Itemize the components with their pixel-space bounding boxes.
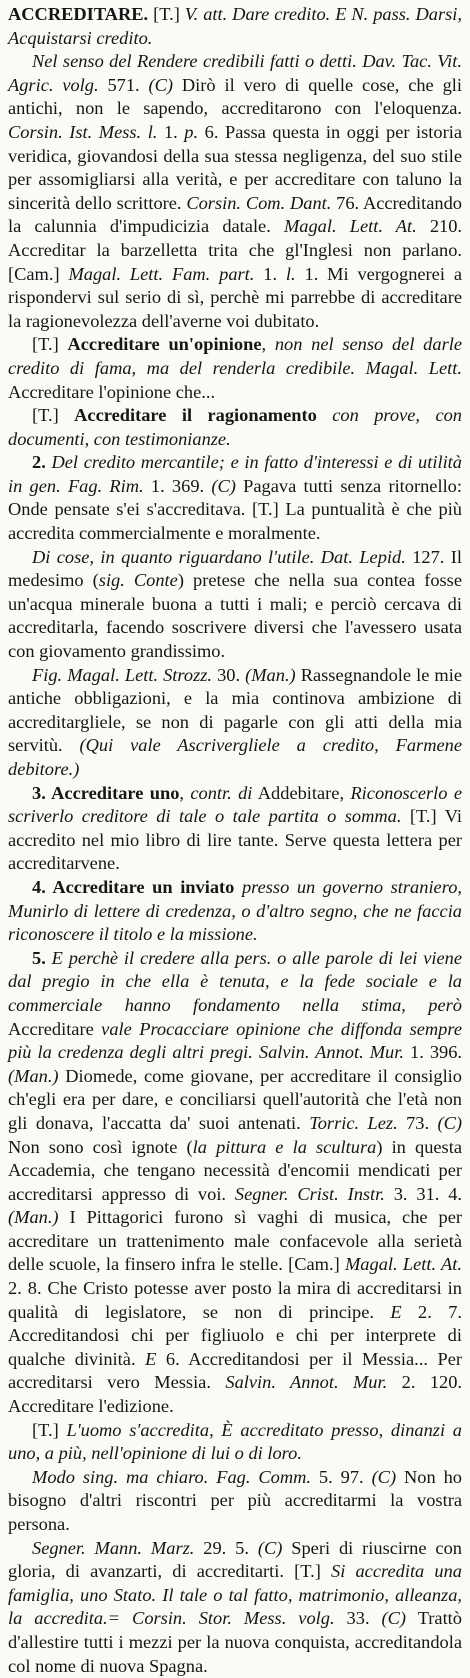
italic-text: (C) [381, 1608, 407, 1629]
text-run: 6. Accreditandosi per il Messia... Per accreditarsi vero Messia. [8, 1348, 463, 1393]
entry-sense-paragraph [8, 947, 462, 1419]
text-run: I Pittagorici furono sì vaghi di musica, che per accreditare un trattenimento male confacevole alla serietà delle scuole, la finsero infra le stelle. [Cam.] [8, 1207, 462, 1275]
italic-text: E [390, 1301, 402, 1322]
text-run: 29. 5. [194, 1537, 258, 1558]
text-run [317, 405, 332, 425]
italic-text: (C) [211, 475, 236, 496]
bold-phrase: 5. [32, 947, 46, 968]
italic-text: L'uomo s'accredita, È accreditato presso, dinanzi a uno, a più, nell'opinione di lui o di loro. [8, 1419, 463, 1464]
text-run: [T.] [148, 4, 185, 24]
entry-headword-paragraph [8, 3, 462, 50]
italic-text: Nel senso del Rendere credibili fatti o detti. Dav. Tac. Vit. Agric. volg. [8, 51, 462, 95]
italic-text: Modo sing. ma chiaro. Fag. Comm. [32, 1466, 312, 1487]
italic-text: (Man.) [8, 1207, 59, 1228]
italic-text: contr. di [190, 782, 253, 803]
entry-sense-paragraph [8, 546, 462, 664]
italic-text: (Man.) [8, 1065, 59, 1086]
italic-text: Salvin. Annot. Mur. [225, 1372, 388, 1393]
italic-text: Si accredita una famiglia, uno Stato. Il tale o tal fatto, matrimonio, alleanza, la accredita.= Corsin. Stor. Mess. volg. [8, 1561, 462, 1629]
text-run: 2. 8. Che Cristo potesse aver posto la mira di accreditarsi in qualità di legislatore, se non di principe. [8, 1278, 462, 1322]
text-run: , [131, 357, 147, 378]
entry-sense-paragraph [8, 1466, 462, 1537]
italic-text: Segner. Mann. Marz. [32, 1537, 195, 1558]
text-run: , [179, 782, 191, 803]
text-run: [T.] [32, 1419, 67, 1440]
entry-sense-paragraph [8, 451, 462, 545]
italic-text: (C) [437, 1112, 462, 1133]
text-run: Addebitare, [252, 782, 351, 803]
italic-text: presso un governo straniero, Munirlo di lettere di credenza, o d'altro segno, che ne faccia riconoscere il titolo e la missione. [8, 876, 462, 945]
italic-text: (C) [257, 1537, 283, 1558]
text-run: [T.] [32, 334, 68, 355]
text-run: 73. [397, 1112, 438, 1133]
italic-text: sig. Conte [98, 570, 178, 591]
italic-text: Fig. Magal. Lett. Strozz. [32, 664, 213, 685]
headword: ACCREDITARE. [8, 4, 149, 24]
text-run: 3. 31. 4. [384, 1183, 462, 1204]
entry-sense-paragraph [8, 664, 462, 782]
text-run: Dirò il vero di quelle cose, che gli antichi, non le sapendo, accreditarono con l'eloquenza. [8, 74, 462, 119]
italic-text: con prove, con documenti, con testimonianze. [8, 405, 463, 449]
entry-sense-paragraph [8, 333, 462, 404]
italic-text: non nel senso del darle credito di fama [8, 334, 462, 378]
italic-text: Corsin. Ist. Mess. l. [8, 121, 158, 142]
bold-phrase: Accreditare il ragionamento [74, 405, 317, 426]
italic-text: E perchè il credere alla pers. o alle parole di lei viene dal pregio in che ella è tenuta, e la fede sociale e la commerciale hanno fondamento nella stima, però [8, 947, 462, 1015]
italic-text: Del credito mercantile; e in fatto d'interessi e di utilità in gen. Fag. Rim. [8, 452, 462, 496]
entry-sense-paragraph [8, 782, 462, 876]
bold-phrase: 3. Accreditare uno [32, 782, 180, 803]
bold-phrase: 2. [32, 452, 46, 473]
italic-text: l. [285, 263, 296, 284]
text-run: Rassegnandole le mie antiche obbligazioni, e la mia continova ambizione di accreditargliele, se non di pagarle con gli atti della mia servitù. [8, 664, 462, 756]
italic-text: (C) [148, 74, 174, 95]
italic-text: E [145, 1348, 157, 1369]
entry-sense-paragraph [8, 1419, 462, 1466]
text-run [234, 877, 242, 897]
entry-sense-paragraph [8, 1537, 462, 1678]
text-run: Trattò d'allestire tutti i mezzi per la nuova conquista, accreditandola col nome di nuova Spagna. [8, 1608, 462, 1676]
italic-text: Magal. Lett. Fam. part. [68, 263, 255, 284]
italic-text: (Man.) [245, 664, 296, 685]
italic-text: Di cose, in quanto riguardano l'utile. Dat. Lepid. [32, 546, 406, 567]
text-run: 76. Accreditando la calunnia d'impudicizia datale. [8, 192, 462, 237]
italic-text: Torric. Lez. [309, 1112, 398, 1133]
text-run: 1. [254, 263, 286, 284]
italic-text: Magal. Lett. At. [283, 216, 417, 237]
text-run: 1. 396. [403, 1042, 463, 1063]
italic-text: la pittura e la scultura [192, 1136, 377, 1157]
text-run: ) in questa Accademia, che tengano necessità d'encomii mendicati per accreditarsi appresso di voi. [8, 1136, 462, 1204]
text-run: ) pretese che nella sua contea fosse un'acqua minerale buona a tutti i mali; e perciò cercava di accreditarla, facendo soscrivere diversi che l'avessero usata con giovamento grandissimo. [8, 570, 462, 662]
italic-text: V. att. Dare credito. E N. pass. Darsi, Acquistarsi credito. [8, 4, 462, 48]
italic-text: (Qui vale Ascrivergliele a credito, Farmene debitore.) [8, 735, 462, 779]
text-run: , [261, 334, 275, 355]
text-run: 1. 369. [143, 475, 212, 496]
text-run: Speri di riuscirne con gloria, di avanzarti, di accreditarti. [T.] [8, 1537, 462, 1582]
text-run: 5. 97. [311, 1466, 372, 1487]
text-run: 210. Accreditar la barzelletta trita che gl'Inglesi non parlano. [Cam.] [8, 216, 463, 284]
text-run: Accreditare [8, 1018, 102, 1039]
text-run: 1. Mi vergognerei a rispondervi sul serio di sì, perchè mi parrebbe di accreditare la ragionevolezza dell'averne voi dubitato. [8, 263, 462, 331]
text-run: 33. [334, 1608, 382, 1629]
entry-sense-paragraph [8, 876, 462, 947]
text-run: 2. 120. Accreditare l'edizione. [8, 1372, 463, 1417]
italic-text: p. [184, 121, 199, 142]
italic-text: Segner. Crist. Instr. [234, 1183, 385, 1204]
text-run: 571. [98, 74, 149, 95]
italic-text: Riconoscerlo e scriverlo creditore di tale o tale partita o somma. [8, 782, 462, 827]
text-run: 30. [212, 664, 246, 685]
italic-text: ma del renderla credibile. Magal. Lett. [146, 357, 462, 378]
text-run: Non ho bisogno d'altri riscontri per più accreditarmi la vostra persona. [8, 1466, 462, 1534]
text-run: Pagava tutti senza ritornello: Onde pensate s'ei s'accreditava. [T.] La puntualità è che più accredita commercialmente e moralmente. [8, 475, 462, 544]
entry-sense-paragraph [8, 50, 462, 333]
text-run: [T.] [32, 405, 75, 426]
italic-text: Magal. Lett. At. [344, 1254, 462, 1275]
italic-text: vale Procacciare opinione che diffonda sempre più la credenza degli altri pregi. Salvin. Annot. Mur. [8, 1018, 462, 1063]
text-run: 1. [157, 121, 185, 142]
entry-sense-paragraph [8, 404, 462, 451]
bold-phrase: Accreditare un'opinione [67, 334, 262, 355]
bold-phrase: 4. Accreditare un inviato [32, 876, 235, 897]
italic-text: (C) [371, 1466, 397, 1487]
text-run: Diomede, come giovane, per accreditare il consiglio ch'egli era per dare, e conciliarsi quell'autorità che l'età non gli donava, l'accatta da' suoi antenati. [8, 1065, 462, 1133]
text-run: [T.] Vi accredito nel mio libro di lire tante. Serve questa lettera per accreditarvene. [8, 806, 462, 874]
text-run: Accreditare l'opinione che... [8, 381, 216, 402]
text-run: 127. Il medesimo ( [8, 546, 462, 591]
text-run: 6. Passa questa in oggi per istoria veridica, giovandosi della sua stessa negligenza, del suo stile per assomigliarsi alla verità, e per accreditare con taluno la sincerità dello scrittore. [8, 121, 462, 213]
text-run: 2. 7. Accreditandosi chi per figliuolo e chi per interprete di qualche divinità. [8, 1301, 463, 1369]
text-run: Non sono così ignote ( [8, 1136, 193, 1157]
italic-text: Corsin. Com. Dant. [186, 192, 332, 213]
